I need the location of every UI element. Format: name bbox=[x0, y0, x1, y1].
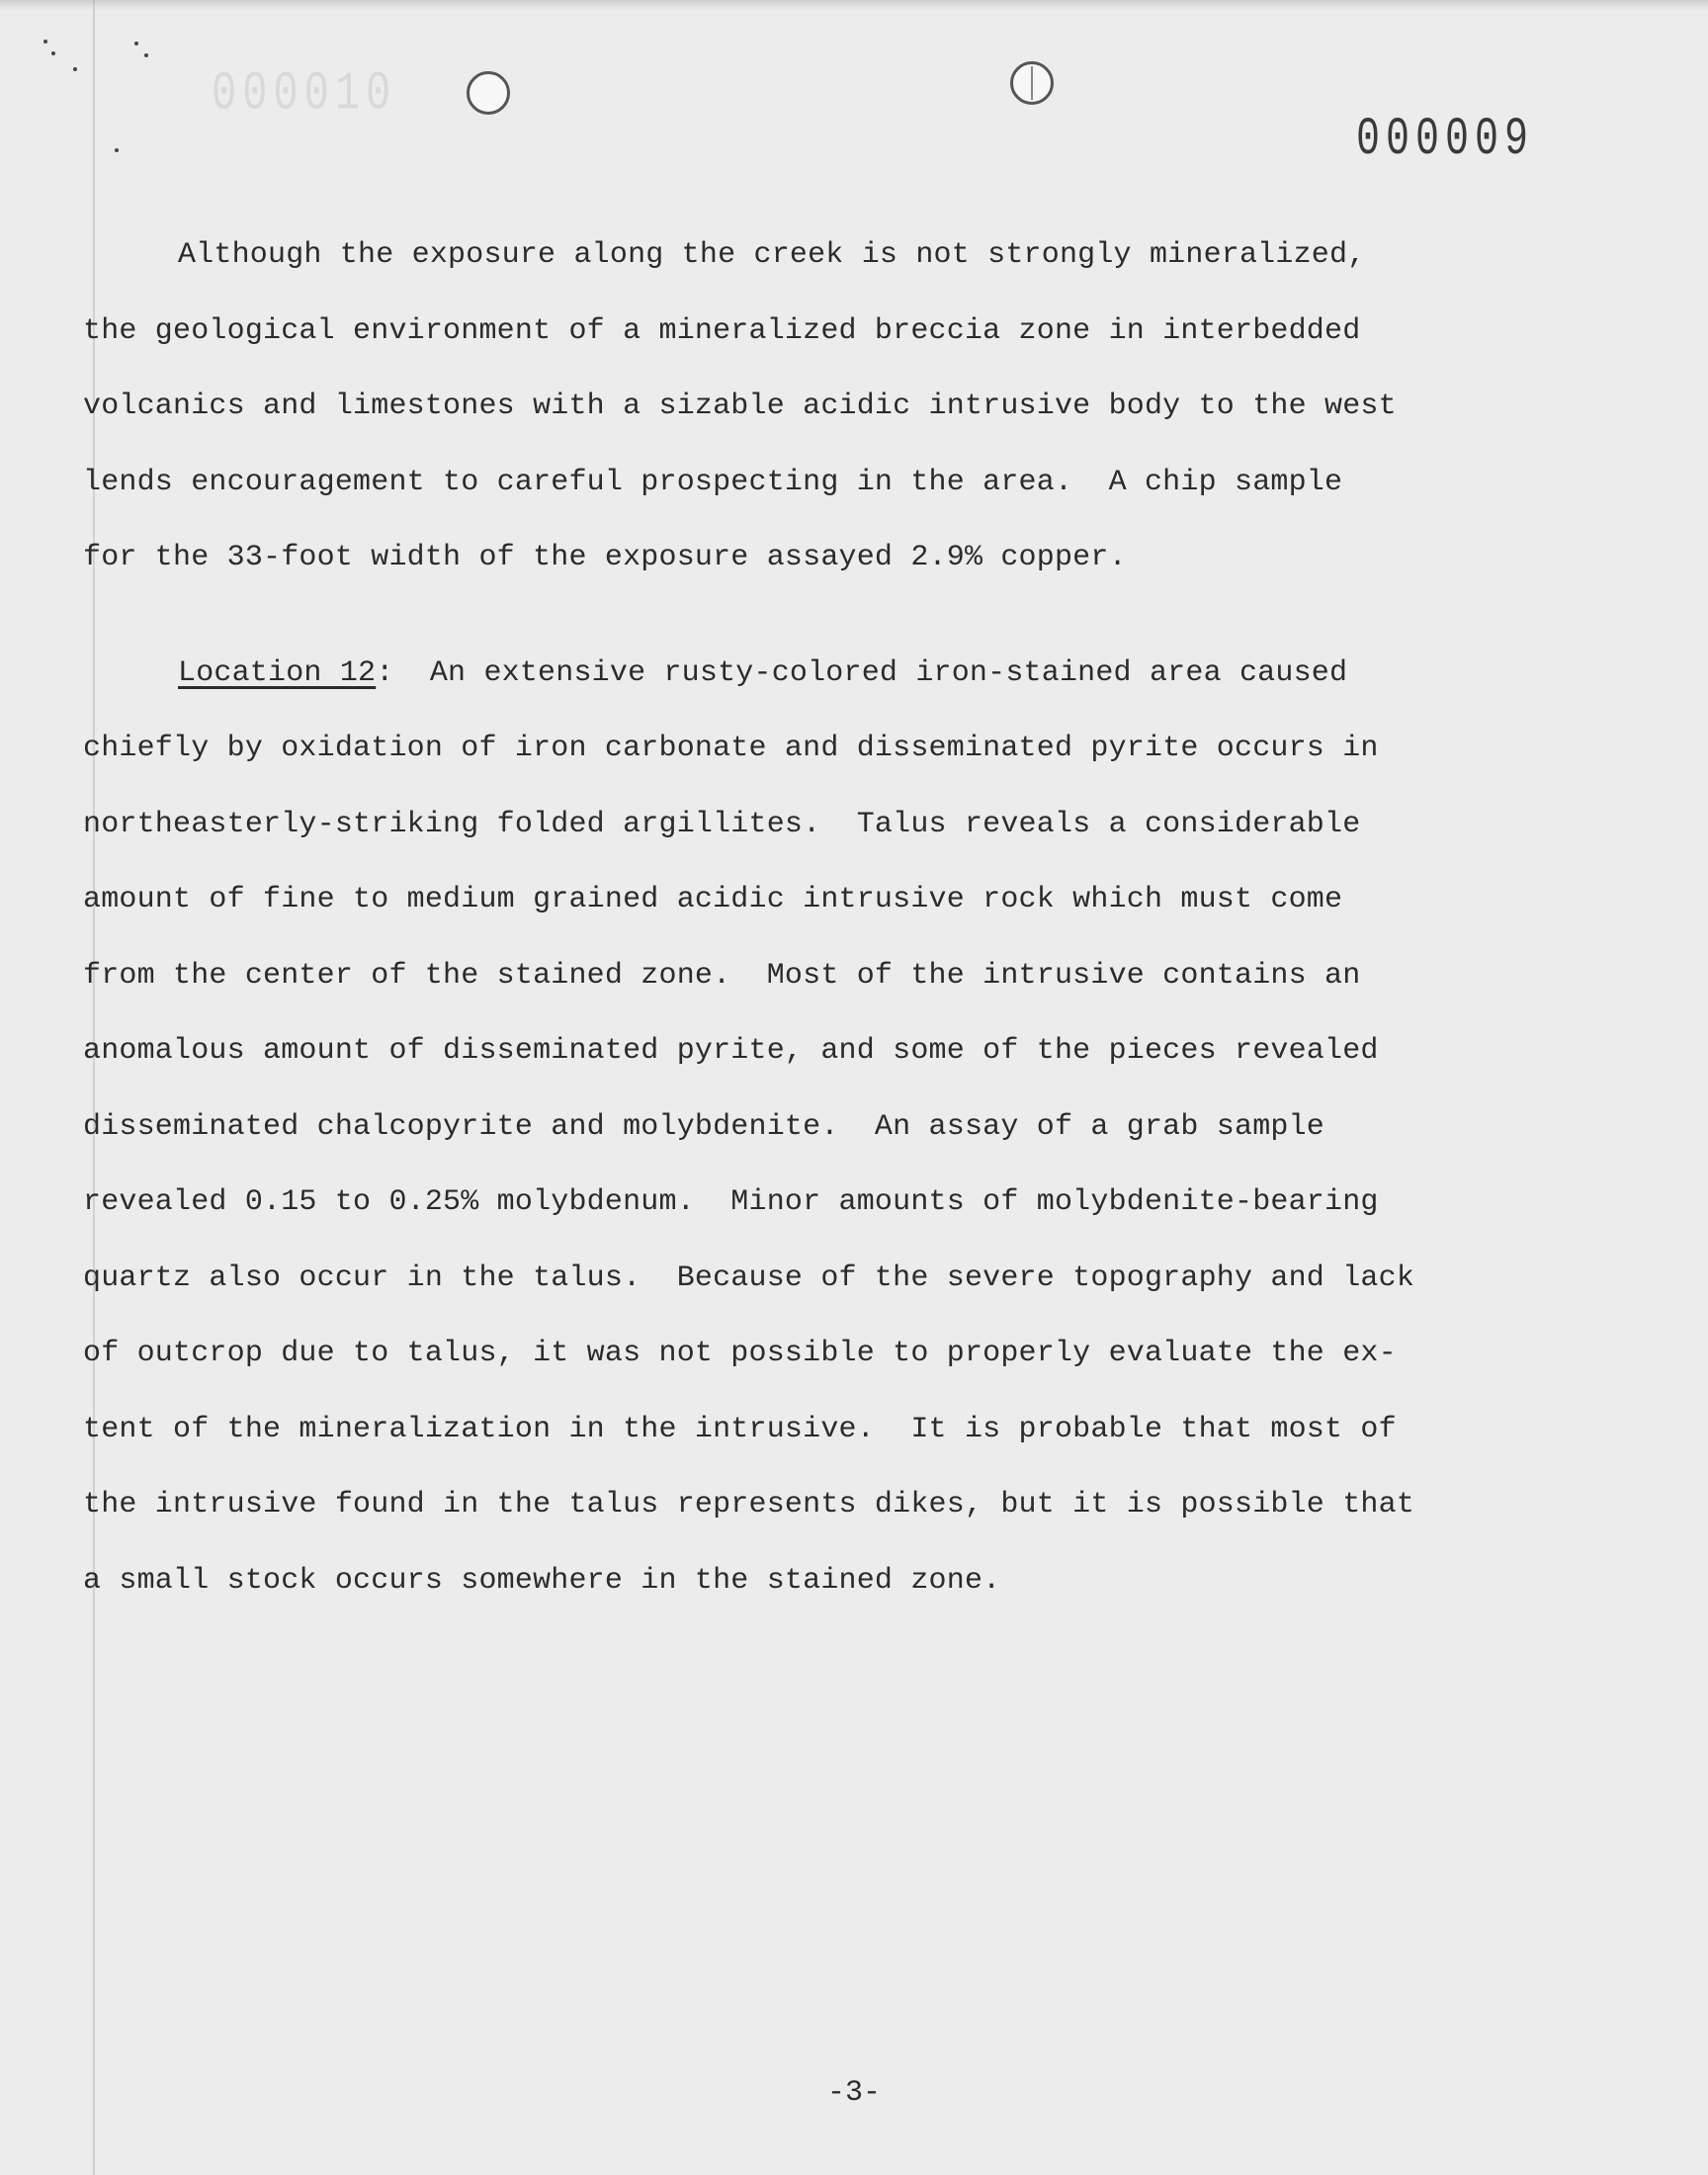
text-line: the geological environment of a mineralized breccia zone in interbedded bbox=[83, 313, 1361, 348]
paper-speck bbox=[73, 67, 77, 71]
paper-speck bbox=[51, 51, 55, 55]
text-line: tent of the mineralization in the intrusive. It is probable that most of bbox=[83, 1412, 1397, 1446]
paragraph-1 bbox=[83, 218, 1605, 596]
paper-speck bbox=[144, 53, 148, 57]
text-line: of outcrop due to talus, it was not possible to properly evaluate the ex- bbox=[83, 1337, 1397, 1370]
text-line: Although the exposure along the creek is not strongly mineralized, bbox=[178, 238, 1366, 272]
text-line bbox=[83, 636, 1605, 712]
text-line: lends encouragement to careful prospecting in the area. A chip sample bbox=[83, 465, 1343, 499]
paper-speck bbox=[115, 148, 119, 152]
text-line: amount of fine to medium grained acidic intrusive rock which must come bbox=[83, 883, 1343, 916]
document-stamp-number: 000009 bbox=[1356, 111, 1535, 171]
text-line: for the 33-foot width of the exposure assayed 2.9% copper. bbox=[83, 541, 1127, 574]
paper-speck bbox=[43, 40, 47, 44]
text-line: disseminated chalcopyrite and molybdenite. An assay of a grab sample bbox=[83, 1109, 1325, 1144]
text-line: revealed 0.15 to 0.25% molybdenum. Minor amounts of molybdenite-bearing bbox=[83, 1185, 1379, 1219]
location-heading: Location 12 bbox=[178, 655, 377, 690]
punch-hole-right bbox=[1010, 61, 1054, 105]
text-line: anomalous amount of disseminated pyrite, and some of the pieces revealed bbox=[83, 1034, 1379, 1068]
location-heading-suffix: : An extensive rusty-colored iron-stained area caused bbox=[376, 655, 1348, 690]
text-line: chiefly by oxidation of iron carbonate and disseminated pyrite occurs in bbox=[83, 732, 1379, 765]
paragraph-2 bbox=[83, 636, 1605, 1619]
bleed-through-stamp: 000010 bbox=[212, 63, 397, 126]
paragraph-gap bbox=[83, 596, 1605, 636]
text-line: the intrusive found in the talus represents dikes, but it is possible that bbox=[83, 1488, 1415, 1522]
text-line: northeasterly-striking folded argillites. Talus reveals a considerable bbox=[83, 807, 1361, 841]
page-number: -3- bbox=[826, 2076, 881, 2110]
punch-hole-left bbox=[467, 71, 510, 115]
text-line: from the center of the stained zone. Most of the intrusive contains an bbox=[83, 958, 1361, 993]
text-line: quartz also occur in the talus. Because of the severe topography and lack bbox=[83, 1261, 1415, 1295]
text-line: a small stock occurs somewhere in the stained zone. bbox=[83, 1563, 1001, 1598]
paper-speck bbox=[134, 42, 138, 45]
body-text bbox=[83, 218, 1605, 1618]
text-line: volcanics and limestones with a sizable acidic intrusive body to the west bbox=[83, 390, 1397, 423]
page-top-edge bbox=[0, 0, 1708, 10]
